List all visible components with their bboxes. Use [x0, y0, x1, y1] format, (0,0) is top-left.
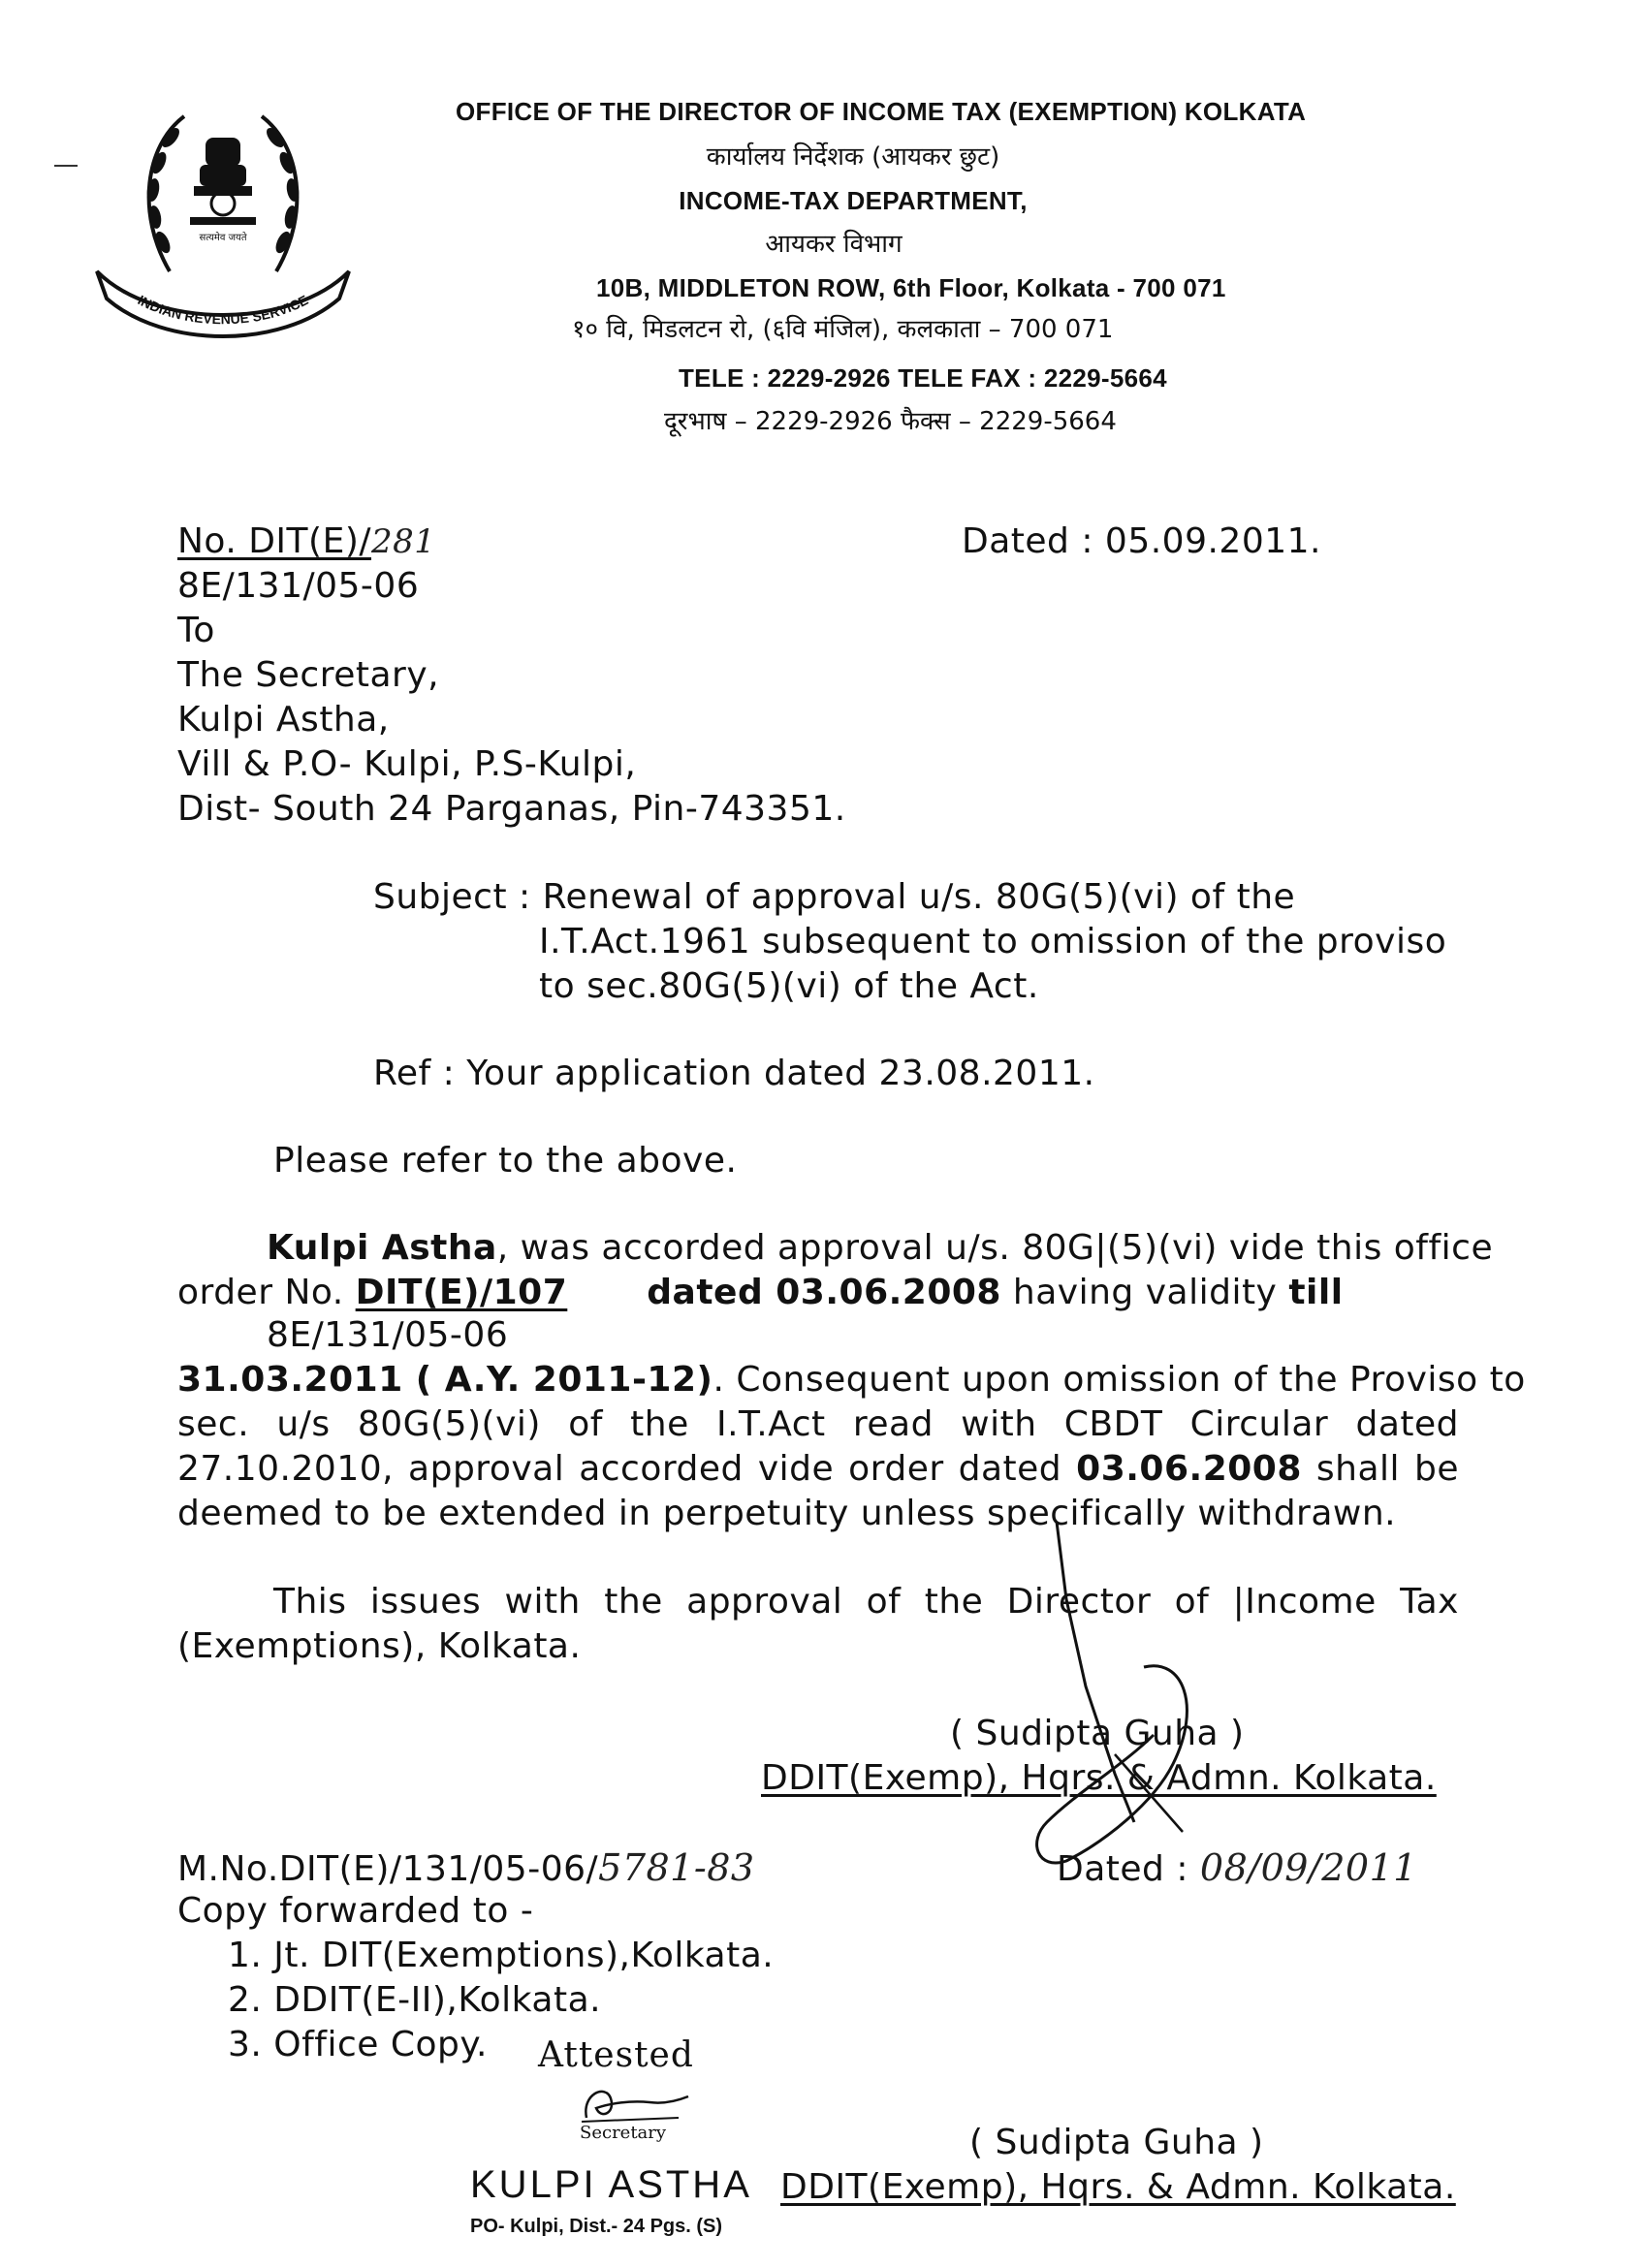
memo-date-handwritten: 08/09/2011: [1199, 1846, 1417, 1889]
subject-line1: Subject : Renewal of approval u/s. 80G(5)(vi) of the: [373, 877, 1296, 917]
addressee-address-line2: Dist- South 24 Parganas, Pin-743351.: [177, 789, 846, 829]
para1-file-number: 8E/131/05-06: [267, 1315, 509, 1355]
reference-number-handwritten: 281: [371, 522, 436, 561]
addressee-org: Kulpi Astha,: [177, 700, 390, 740]
memo-date: [1057, 1846, 1417, 1889]
approval-date: 03.06.2008: [1076, 1449, 1302, 1489]
please-refer: Please refer to the above.: [273, 1141, 738, 1181]
para1-order-prefix: order No.: [177, 1273, 356, 1312]
office-title: OFFICE OF THE DIRECTOR OF INCOME TAX (EXEMPTION) KOLKATA: [456, 97, 1307, 126]
validity-date: 31.03.2011 ( A.Y. 2011-12): [177, 1360, 713, 1400]
office-address-hindi: १० वि, मिडलटन रो, (६वि मंजिल), कलकाता – 700 071: [572, 315, 1114, 344]
reference-line: Ref : Your application dated 23.08.2011.: [373, 1054, 1095, 1093]
reference-number-label: No. DIT(E)/: [177, 521, 372, 561]
salutation-to: To: [177, 611, 215, 650]
addressee: The Secretary,: [177, 655, 440, 695]
department-title: INCOME-TAX DEPARTMENT,: [679, 186, 1028, 215]
signatory-title: DDIT(Exemp), Hqrs. & Admn. Kolkata.: [761, 1758, 1437, 1798]
subject-line3: to sec.80G(5)(vi) of the Act.: [539, 966, 1039, 1006]
para1-till: till: [1288, 1273, 1344, 1312]
svg-text:INDIAN REVENUE SERVICE: INDIAN REVENUE SERVICE: [135, 292, 311, 328]
para1-line5-pre: 27.10.2010, approval accorded vide order dated: [177, 1449, 1077, 1489]
office-title-hindi: कार्यालय निर्देशक (आयकर छुट): [706, 142, 1000, 172]
order-dated: dated 03.06.2008: [647, 1273, 1001, 1312]
secretary-signature: [572, 2079, 698, 2127]
para1-line5: [177, 1449, 1459, 1489]
telephone-fax-hindi: दूरभाष – 2229-2926 फैक्स – 2229-5664: [664, 407, 1117, 436]
copy-item-1: 1. Jt. DIT(Exemptions),Kolkata.: [228, 1936, 775, 1975]
para1-line3: [177, 1360, 1526, 1400]
telephone-fax: TELE : 2229-2926 TELE FAX : 2229-5664: [679, 363, 1167, 393]
memo-number-label: M.No.DIT(E)/131/05-06/: [177, 1849, 599, 1889]
para1-line3-text: . Consequent upon omission of the Proviso to: [713, 1360, 1526, 1400]
subject-line2: I.T.Act.1961 subsequent to omission of the proviso: [539, 922, 1447, 961]
copy-signatory-title: DDIT(Exemp), Hqrs. & Admn. Kolkata.: [780, 2167, 1456, 2207]
file-number: 8E/131/05-06: [177, 566, 420, 606]
signatory-name: ( Sudipta Guha ): [950, 1714, 1245, 1753]
memo-number-handwritten: 5781-83: [598, 1846, 755, 1889]
letter-date: Dated : 05.09.2011.: [962, 521, 1321, 561]
para2-line2: (Exemptions), Kolkata.: [177, 1626, 582, 1666]
copy-item-2: 2. DDIT(E-II),Kolkata.: [228, 1980, 602, 2020]
reference-number: [177, 521, 435, 561]
copy-signatory-name: ( Sudipta Guha ): [969, 2123, 1264, 2162]
para1-line2: [177, 1273, 1344, 1312]
order-number: DIT(E)/107: [355, 1273, 568, 1312]
para1-line1-text: , was accorded approval u/s. 80G|(5)(vi) vide this office: [496, 1228, 1494, 1268]
para1-line4: sec. u/s 80G(5)(vi) of the I.T.Act read with CBDT Circular dated: [177, 1404, 1459, 1444]
para1-line1: [267, 1228, 1493, 1268]
addressee-address-line1: Vill & P.O- Kulpi, P.S-Kulpi,: [177, 744, 637, 784]
attested-stamp-label: Attested: [538, 2035, 694, 2075]
copy-item-3: 3. Office Copy.: [228, 2025, 488, 2064]
para1-line6: deemed to be extended in perpetuity unless specifically withdrawn.: [177, 1494, 1397, 1533]
signature-1: [989, 1512, 1221, 1880]
stamp-org-name: KULPI ASTHA: [470, 2163, 752, 2206]
para1-line5-post: shall be: [1301, 1449, 1459, 1489]
copy-forwarded-label: Copy forwarded to -: [177, 1891, 534, 1931]
stamp-address: PO- Kulpi, Dist.- 24 Pgs. (S): [470, 2216, 723, 2237]
stamp-secretary: Secretary: [580, 2123, 667, 2143]
org-name-bold: Kulpi Astha: [267, 1228, 497, 1268]
memo-date-label: Dated :: [1057, 1849, 1188, 1889]
office-address: 10B, MIDDLETON ROW, 6th Floor, Kolkata - 700 071: [596, 273, 1226, 302]
para1-validity: having validity: [1000, 1273, 1289, 1312]
department-title-hindi: आयकर विभाग: [765, 230, 903, 259]
para2-line1: This issues with the approval of the Director of |Income Tax: [273, 1582, 1459, 1622]
memo-number: [177, 1846, 755, 1889]
svg-text:सत्यमेव जयते: सत्यमेव जयते: [199, 233, 247, 243]
